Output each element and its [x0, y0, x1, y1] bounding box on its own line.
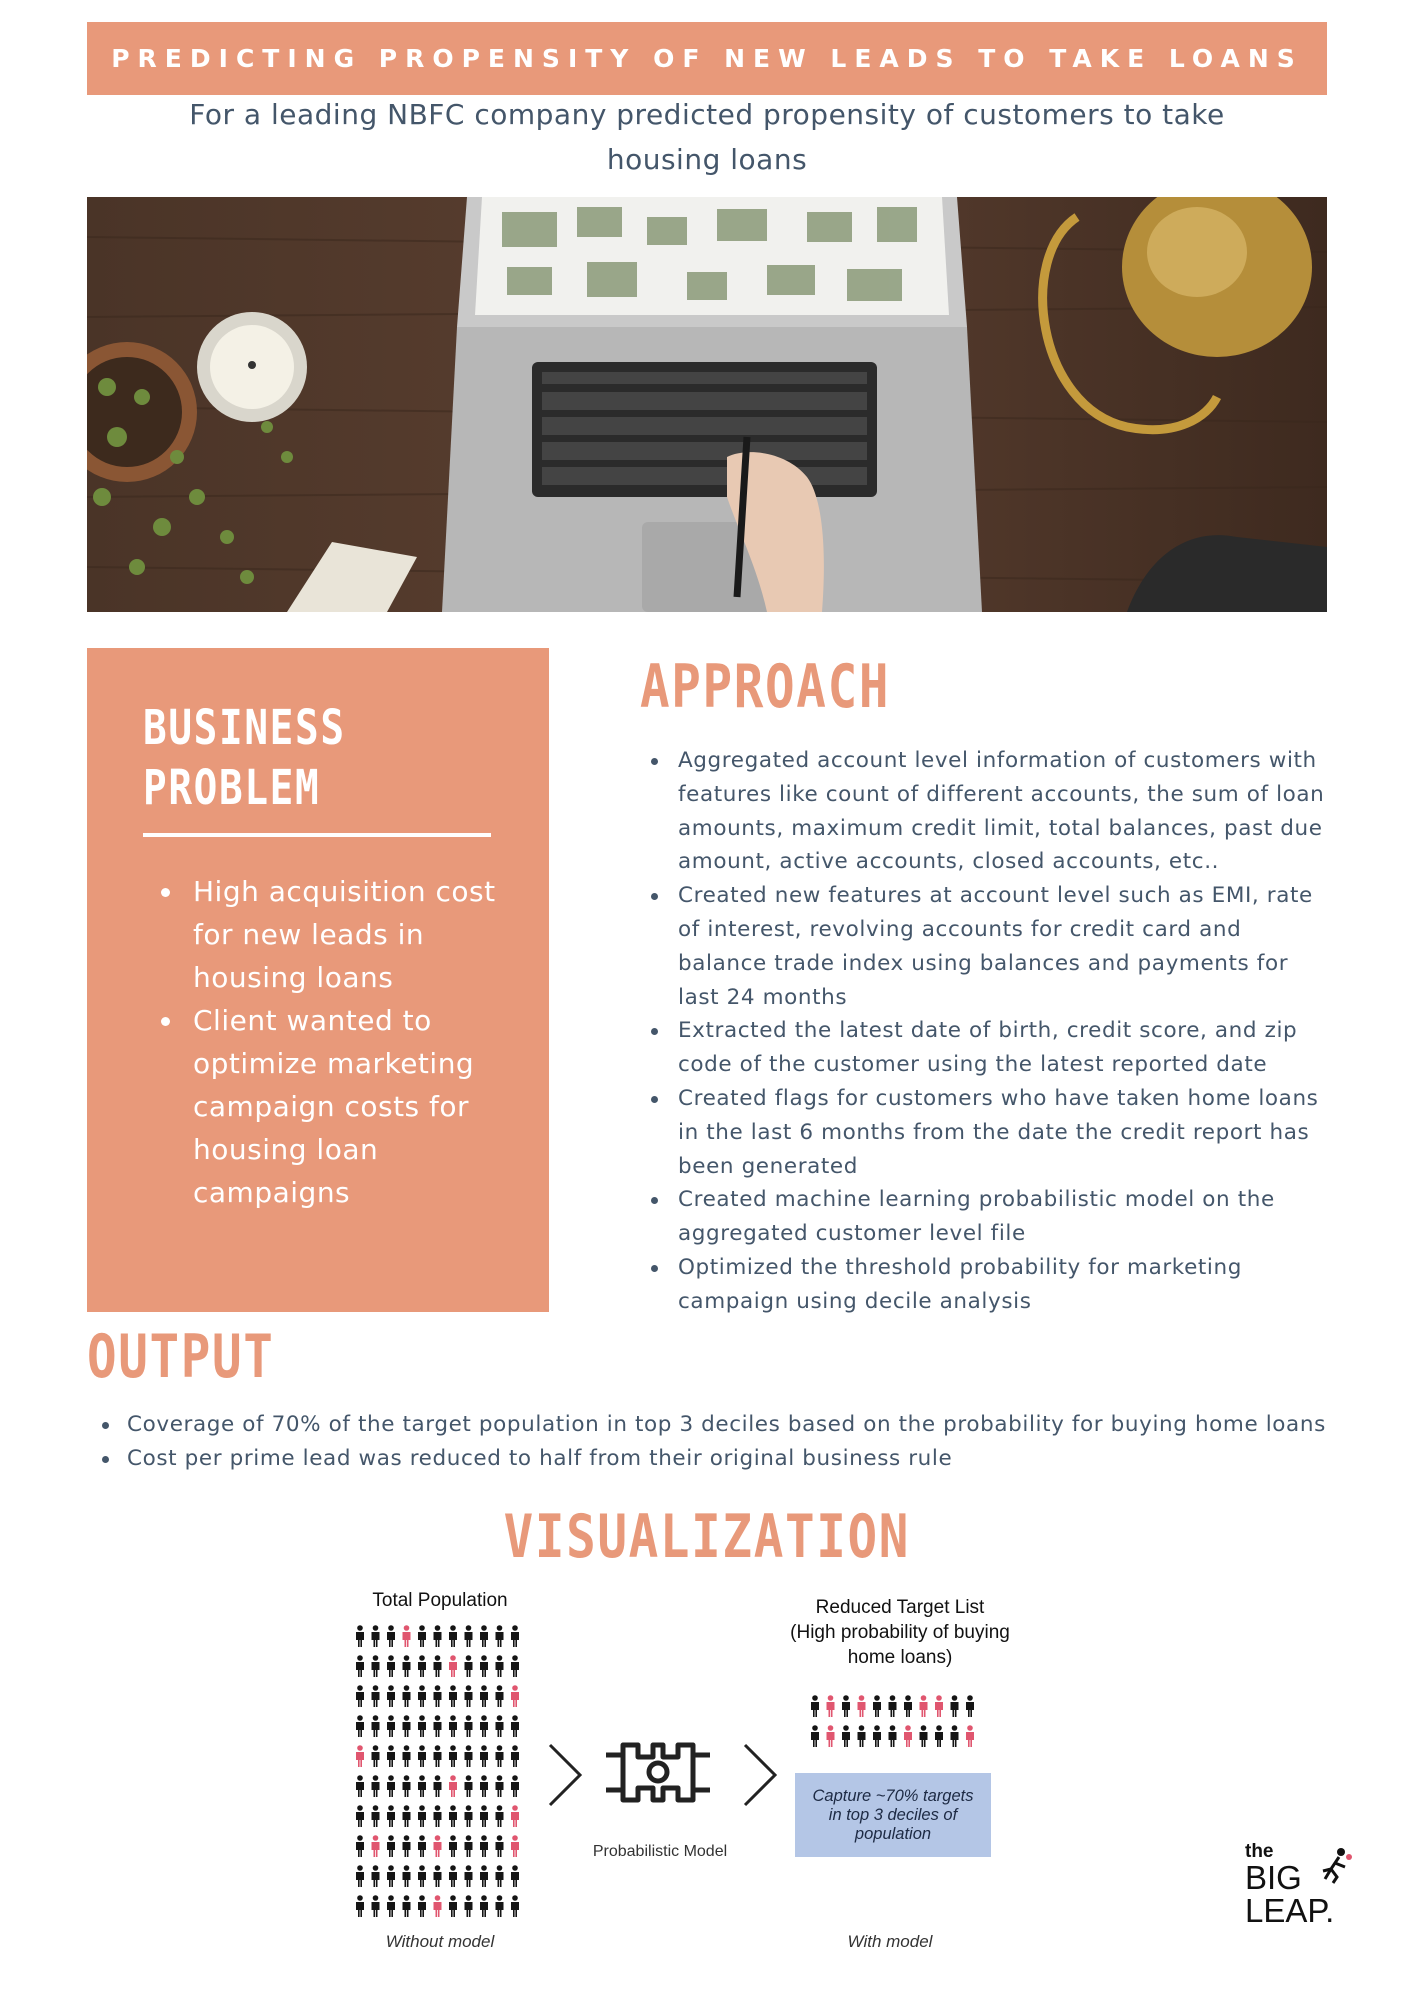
- person-icon: [387, 1775, 395, 1797]
- probabilistic-model-label: Probabilistic Model: [592, 1843, 728, 1860]
- person-icon: [465, 1685, 473, 1707]
- list-item: Client wanted to optimize marketing campaign costs for housing loan campaigns: [193, 999, 503, 1214]
- total-population-label: Total Population: [372, 1590, 508, 1611]
- person-icon: [449, 1655, 457, 1677]
- person-icon: [904, 1695, 912, 1717]
- person-icon: [356, 1865, 364, 1887]
- person-icon: [418, 1805, 426, 1827]
- person-icon: [465, 1655, 473, 1677]
- person-icon: [889, 1695, 897, 1717]
- person-icon: [480, 1745, 488, 1767]
- person-icon: [951, 1695, 959, 1717]
- logo-line-2: BIG: [1245, 1859, 1302, 1896]
- person-icon: [372, 1865, 380, 1887]
- person-icon: [496, 1805, 504, 1827]
- person-icon: [403, 1715, 411, 1737]
- business-problem-title-line-1: BUSINESS: [143, 700, 346, 756]
- subtitle-line-2: housing loans: [606, 143, 808, 176]
- person-icon: [403, 1745, 411, 1767]
- reduced-line-3: home loans): [847, 1647, 953, 1668]
- person-icon: [873, 1725, 881, 1747]
- person-icon: [356, 1805, 364, 1827]
- person-icon: [465, 1775, 473, 1797]
- person-icon: [465, 1835, 473, 1857]
- person-icon: [449, 1895, 457, 1917]
- person-icon: [811, 1695, 819, 1717]
- person-icon: [496, 1895, 504, 1917]
- person-icon: [372, 1895, 380, 1917]
- person-icon: [387, 1685, 395, 1707]
- person-icon: [480, 1835, 488, 1857]
- person-icon: [434, 1685, 442, 1707]
- person-icon: [434, 1715, 442, 1737]
- person-icon: [465, 1745, 473, 1767]
- list-item: Coverage of 70% of the target population in top 3 deciles based on the probability for buying home loans: [127, 1408, 1347, 1442]
- reduced-line-1: Reduced Target List: [815, 1597, 985, 1618]
- hero-photo: [87, 197, 1327, 612]
- list-item: Extracted the latest date of birth, credit score, and zip code of the customer using the latest reported date: [678, 1014, 1328, 1082]
- divider: [143, 833, 491, 837]
- person-icon: [387, 1715, 395, 1737]
- company-logo: [1245, 1843, 1365, 1953]
- person-icon: [387, 1835, 395, 1857]
- person-icon: [496, 1865, 504, 1887]
- person-icon: [480, 1895, 488, 1917]
- person-icon: [811, 1725, 819, 1747]
- person-icon: [511, 1805, 519, 1827]
- person-icon: [480, 1715, 488, 1737]
- person-icon: [418, 1895, 426, 1917]
- person-icon: [418, 1625, 426, 1647]
- person-icon: [434, 1835, 442, 1857]
- person-icon: [434, 1895, 442, 1917]
- person-icon: [511, 1865, 519, 1887]
- reduced-line-2: (High probability of buying: [790, 1622, 1010, 1643]
- person-icon: [827, 1695, 835, 1717]
- person-icon: [449, 1805, 457, 1827]
- business-problem-list: [143, 870, 503, 1214]
- person-icon: [434, 1865, 442, 1887]
- model-icon: [598, 1735, 718, 1810]
- person-icon: [403, 1775, 411, 1797]
- person-icon: [966, 1725, 974, 1747]
- person-icon: [418, 1715, 426, 1737]
- person-icon: [511, 1745, 519, 1767]
- list-item: Cost per prime lead was reduced to half from their original business rule: [127, 1442, 1347, 1476]
- business-problem-title: [143, 698, 346, 818]
- person-icon: [403, 1865, 411, 1887]
- person-icon: [356, 1625, 364, 1647]
- population-grid: [355, 1625, 530, 1927]
- person-icon: [403, 1625, 411, 1647]
- person-icon: [418, 1745, 426, 1767]
- person-icon: [356, 1685, 364, 1707]
- person-icon: [403, 1655, 411, 1677]
- person-icon: [434, 1625, 442, 1647]
- business-problem-panel: [87, 648, 549, 1312]
- person-icon: [356, 1775, 364, 1797]
- person-icon: [496, 1745, 504, 1767]
- person-icon: [496, 1835, 504, 1857]
- person-icon: [496, 1655, 504, 1677]
- page-title: PREDICTING PROPENSITY OF NEW LEADS TO TAKE LOANS: [111, 44, 1303, 73]
- approach-title: APPROACH: [640, 652, 891, 722]
- logo-line-3: LEAP.: [1245, 1892, 1335, 1929]
- output-list: [127, 1408, 1347, 1476]
- person-icon: [387, 1745, 395, 1767]
- approach-list: [678, 744, 1328, 1319]
- person-icon: [434, 1655, 442, 1677]
- person-icon: [356, 1835, 364, 1857]
- person-icon: [403, 1895, 411, 1917]
- list-item: Optimized the threshold probability for marketing campaign using decile analysis: [678, 1251, 1328, 1319]
- person-icon: [387, 1655, 395, 1677]
- person-icon: [858, 1725, 866, 1747]
- person-icon: [372, 1655, 380, 1677]
- person-icon: [935, 1695, 943, 1717]
- person-icon: [356, 1895, 364, 1917]
- person-icon: [372, 1775, 380, 1797]
- person-icon: [449, 1775, 457, 1797]
- capture-callout: [795, 1773, 991, 1857]
- person-icon: [511, 1655, 519, 1677]
- subtitle-line-1: For a leading NBFC company predicted propensity of customers to take: [189, 98, 1225, 131]
- person-icon: [480, 1805, 488, 1827]
- person-icon: [449, 1625, 457, 1647]
- list-item: Created flags for customers who have taken home loans in the last 6 months from the date the credit report has been generated: [678, 1082, 1328, 1183]
- person-icon: [951, 1725, 959, 1747]
- person-icon: [387, 1625, 395, 1647]
- person-icon: [511, 1895, 519, 1917]
- person-icon: [387, 1805, 395, 1827]
- person-icon: [465, 1865, 473, 1887]
- person-icon: [511, 1715, 519, 1737]
- person-icon: [418, 1655, 426, 1677]
- list-item: Created new features at account level such as EMI, rate of interest, revolving accounts for credit card and balance trade index using balances and payments for last 24 months: [678, 879, 1328, 1014]
- person-icon: [372, 1745, 380, 1767]
- person-icon: [434, 1745, 442, 1767]
- logo-line-1: the: [1245, 1841, 1274, 1862]
- person-icon: [889, 1725, 897, 1747]
- person-icon: [449, 1685, 457, 1707]
- person-icon: [511, 1835, 519, 1857]
- person-icon: [827, 1725, 835, 1747]
- person-icon: [418, 1775, 426, 1797]
- person-icon: [465, 1625, 473, 1647]
- without-model-label: Without model: [385, 1932, 495, 1951]
- with-model-label: With model: [847, 1932, 933, 1951]
- person-icon: [496, 1685, 504, 1707]
- title-band: [87, 22, 1327, 95]
- person-icon: [480, 1775, 488, 1797]
- person-icon: [449, 1865, 457, 1887]
- person-icon: [935, 1725, 943, 1747]
- person-icon: [480, 1865, 488, 1887]
- person-icon: [842, 1695, 850, 1717]
- person-icon: [418, 1865, 426, 1887]
- person-icon: [858, 1695, 866, 1717]
- person-icon: [496, 1775, 504, 1797]
- person-icon: [372, 1835, 380, 1857]
- person-icon: [511, 1775, 519, 1797]
- person-icon: [465, 1715, 473, 1737]
- person-icon: [372, 1685, 380, 1707]
- person-icon: [465, 1895, 473, 1917]
- list-item: Aggregated account level information of customers with features like count of different accounts, the sum of loan amounts, maximum credit limit, total balances, past due amount, active accounts, closed accounts, etc..: [678, 744, 1328, 879]
- visualization-title-text: VISUALIZATION: [503, 1502, 911, 1572]
- person-icon: [920, 1695, 928, 1717]
- person-icon: [356, 1715, 364, 1737]
- person-icon: [403, 1685, 411, 1707]
- person-icon: [387, 1865, 395, 1887]
- capture-text: Capture ~70% targets in top 3 deciles of population: [812, 1786, 974, 1843]
- person-icon: [966, 1695, 974, 1717]
- person-icon: [356, 1745, 364, 1767]
- business-problem-title-line-2: PROBLEM: [143, 760, 321, 816]
- person-icon: [920, 1725, 928, 1747]
- laptop-desk-image: [87, 197, 1327, 612]
- person-icon: [465, 1805, 473, 1827]
- person-icon: [480, 1655, 488, 1677]
- person-icon: [434, 1775, 442, 1797]
- visualization-title: [0, 1502, 1414, 1572]
- person-icon: [511, 1625, 519, 1647]
- reduced-target-label: [755, 1595, 1045, 1670]
- output-title: OUTPUT: [87, 1322, 275, 1392]
- person-icon: [356, 1655, 364, 1677]
- person-icon: [449, 1835, 457, 1857]
- person-icon: [842, 1725, 850, 1747]
- person-icon: [418, 1685, 426, 1707]
- person-icon: [904, 1725, 912, 1747]
- person-icon: [480, 1625, 488, 1647]
- person-icon: [449, 1715, 457, 1737]
- person-icon: [372, 1805, 380, 1827]
- person-icon: [496, 1625, 504, 1647]
- person-icon: [372, 1625, 380, 1647]
- list-item: Created machine learning probabilistic model on the aggregated customer level file: [678, 1183, 1328, 1251]
- person-icon: [873, 1695, 881, 1717]
- person-icon: [372, 1715, 380, 1737]
- person-icon: [418, 1835, 426, 1857]
- person-icon: [403, 1805, 411, 1827]
- person-icon: [511, 1685, 519, 1707]
- chevron-right-icon: [740, 1740, 780, 1810]
- chevron-right-icon: [545, 1740, 585, 1810]
- person-icon: [480, 1685, 488, 1707]
- person-icon: [434, 1805, 442, 1827]
- runner-icon: [1315, 1845, 1355, 1885]
- reduced-population-grid: [810, 1695, 985, 1755]
- person-icon: [496, 1715, 504, 1737]
- person-icon: [449, 1745, 457, 1767]
- person-icon: [387, 1895, 395, 1917]
- person-icon: [403, 1835, 411, 1857]
- list-item: High acquisition cost for new leads in housing loans: [193, 870, 503, 999]
- subtitle: [150, 92, 1264, 182]
